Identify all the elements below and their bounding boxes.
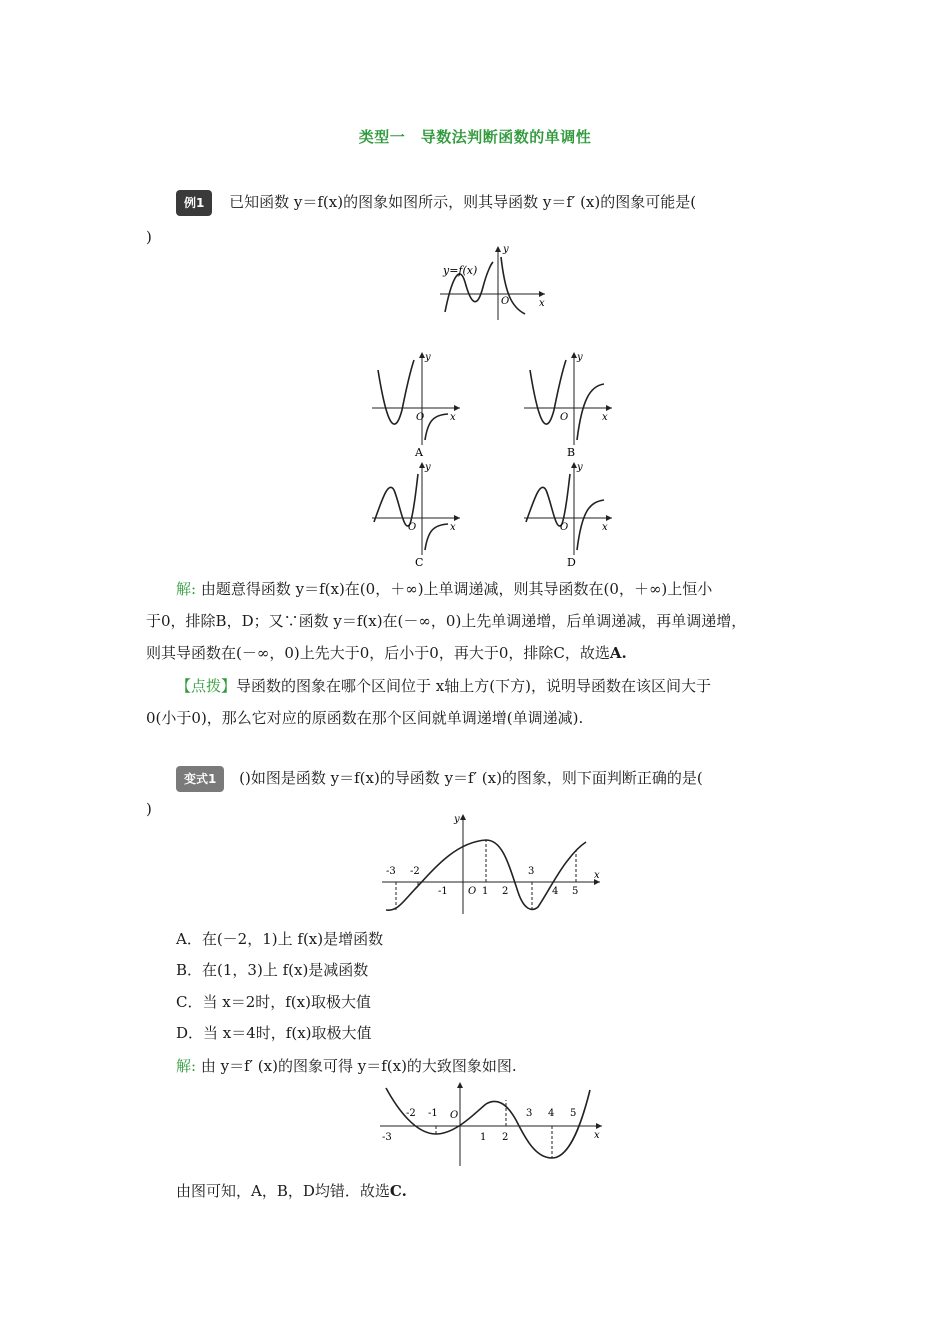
option-d-graph (520, 460, 620, 570)
example-badge: 例1 (176, 190, 212, 216)
solution-text: 由题意得函数 y＝f(x)在(0，＋∞)上单调递减，则其导函数在(0，＋∞)上恒小 (200, 580, 713, 598)
option-b-graph (520, 350, 620, 460)
choice-a: A．在(－2，1)上 f(x)是增函数 (176, 930, 384, 948)
y-axis-label: y (425, 462, 431, 473)
tick-label: 1 (480, 1132, 487, 1143)
variant-question-text: ()如图是函数 y＝f(x)的导函数 y＝f′ (x)的图象，则下面判断正确的是( (239, 769, 703, 787)
x-axis-label: x (602, 412, 608, 423)
origin-label: O (560, 412, 569, 423)
derivative-graph (378, 812, 608, 917)
section-title: 类型一 导数法判断函数的单调性 (358, 128, 592, 146)
conclusion-text: 由图可知，A，B，D均错．故选 (176, 1182, 390, 1200)
tick-label: 1 (482, 886, 489, 897)
tick-label: -2 (406, 1108, 416, 1119)
solution-text: 则其导函数在(－∞，0)上先大于0，后小于0，再大于0，排除C，故选 (146, 644, 610, 662)
answer: C. (389, 1182, 407, 1200)
conclusion (176, 1180, 407, 1202)
function-sketch-graph (376, 1080, 610, 1170)
option-c-graph (368, 460, 468, 570)
tick-label: 4 (552, 886, 559, 897)
origin-label: O (501, 296, 510, 307)
solution-text: 由 y＝f′ (x)的图象可得 y＝f(x)的大致图象如图. (200, 1057, 517, 1075)
example-question (176, 190, 696, 216)
tip-line-1 (176, 675, 711, 697)
tip-line-2: 0(小于0)，那么它对应的原函数在那个区间就单调递增(单调递减). (146, 709, 584, 727)
x-axis-label: x (539, 298, 545, 309)
y-axis-label: y (454, 814, 460, 825)
tick-label: 4 (548, 1108, 555, 1119)
x-axis-label: x (594, 870, 600, 881)
x-axis-label: x (602, 522, 608, 533)
graph-label: y=f(x) (443, 264, 478, 277)
x-axis-label: x (450, 522, 456, 533)
origin-label: O (450, 1110, 459, 1121)
solution-label: 解: (176, 1057, 197, 1075)
tick-label: -3 (386, 866, 396, 877)
y-axis-label: y (425, 352, 431, 363)
origin-label: O (560, 522, 569, 533)
tick-label: 2 (502, 1132, 509, 1143)
variant-solution (176, 1055, 517, 1077)
variant-question (176, 766, 703, 792)
tick-label: 2 (502, 886, 509, 897)
example-question-text: 已知函数 y＝f(x)的图象如图所示，则其导函数 y＝f′ (x)的图象可能是( (229, 193, 697, 211)
y-axis-label: y (577, 462, 583, 473)
variant-badge: 变式1 (176, 766, 224, 792)
option-a-graph (368, 350, 468, 460)
choice-d: D．当 x＝4时，f(x)取极大值 (176, 1024, 372, 1042)
y-axis-label: y (577, 352, 583, 363)
x-axis-label: x (594, 1130, 600, 1141)
tick-label: 5 (570, 1108, 577, 1119)
tick-label: -1 (428, 1108, 438, 1119)
tick-label: -3 (382, 1132, 392, 1143)
solution-line-2: 于0，排除B，D；又∵函数 y＝f(x)在(－∞，0)上先单调递增，后单调递减，再单调递增， (146, 612, 747, 630)
solution-label: 解: (176, 580, 197, 598)
tick-label: 3 (526, 1108, 533, 1119)
tick-label: -1 (438, 886, 448, 897)
variant-question-close: ) (146, 800, 152, 818)
tick-label: 5 (572, 886, 579, 897)
y-axis-label: y (503, 244, 509, 255)
example-question-close: ) (146, 228, 152, 246)
origin-label: O (468, 886, 477, 897)
tick-label: -2 (410, 866, 420, 877)
choice-b: B．在(1，3)上 f(x)是减函数 (176, 961, 369, 979)
tip-text: 导函数的图象在哪个区间位于 x轴上方(下方)，说明导函数在该区间大于 (236, 677, 711, 695)
solution-line-1 (176, 578, 712, 600)
tip-label: 【点拨】 (176, 677, 237, 695)
option-a-label: A (415, 446, 423, 459)
origin-label: O (408, 522, 417, 533)
origin-label: O (416, 412, 425, 423)
choice-c: C．当 x＝2时，f(x)取极大值 (176, 993, 371, 1011)
x-axis-label: x (450, 412, 456, 423)
original-function-graph (435, 242, 550, 322)
option-b-label: B (567, 446, 576, 459)
option-d-label: D (567, 556, 576, 569)
tick-label: 3 (528, 866, 535, 877)
option-c-label: C (415, 556, 424, 569)
solution-line-3 (146, 642, 627, 664)
answer: A. (609, 644, 627, 662)
